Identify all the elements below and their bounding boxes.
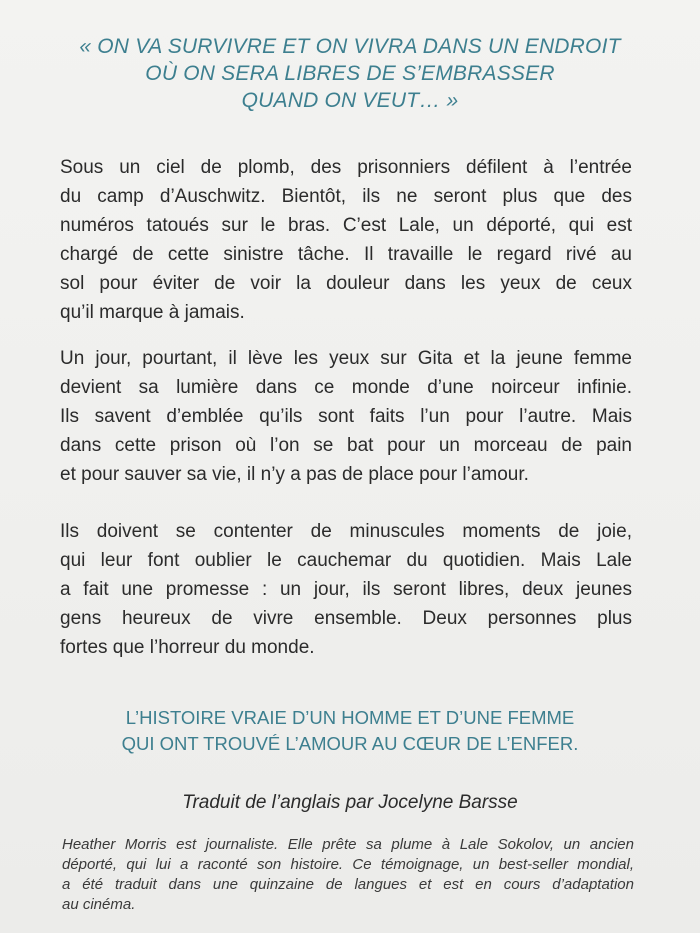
paragraph-line: gens heureux de vivre ensemble. Deux personnes plus xyxy=(60,608,632,629)
paragraph-line: numéros tatoués sur le bras. C’est Lale, un déporté, qui est xyxy=(60,215,632,236)
paragraph-line: Sous un ciel de plomb, des prisonniers défilent à l’entrée xyxy=(60,157,632,178)
bio-line: a été traduit dans une quinzaine de langues et est en cours d’adaptation xyxy=(62,876,634,893)
paragraph-line: du camp d’Auschwitz. Bientôt, ils ne seront plus que des xyxy=(60,186,632,207)
paragraph-line: devient sa lumière dans ce monde d’une noirceur infinie. xyxy=(60,377,632,398)
paragraph-line: fortes que l’horreur du monde. xyxy=(60,637,315,658)
opening-quote xyxy=(40,33,660,114)
author-bio xyxy=(62,835,634,915)
quote-line: QUAND ON VEUT… » xyxy=(241,89,459,112)
paragraph-line: et pour sauver sa vie, il n’y a pas de place pour l’amour. xyxy=(60,464,529,485)
paragraph-line: chargé de cette sinistre tâche. Il travaille le regard rivé au xyxy=(60,244,632,265)
paragraph-line: Un jour, pourtant, il lève les yeux sur Gita et la jeune femme xyxy=(60,348,632,369)
paragraph-line: Ils savent d’emblée qu’ils sont faits l’un pour l’autre. Mais xyxy=(60,406,632,427)
paragraph-line: Ils doivent se contenter de minuscules moments de joie, xyxy=(60,521,632,542)
synopsis-paragraph-2 xyxy=(60,344,632,489)
bio-line: déporté, qui lui a raconté son histoire. Ce témoignage, un best-seller mondial, xyxy=(62,856,634,873)
paragraph-line: qui leur font oublier le cauchemar du quotidien. Mais Lale xyxy=(60,550,632,571)
paragraph-line: qu’il marque à jamais. xyxy=(60,302,245,323)
synopsis-paragraph-1 xyxy=(60,153,632,327)
translator-credit: Traduit de l’anglais par Jocelyne Barsse xyxy=(182,792,518,813)
synopsis-paragraph-3 xyxy=(60,517,632,662)
paragraph-line: a fait une promesse : un jour, ils seront libres, deux jeunes xyxy=(60,579,632,600)
tagline-line: QUI ONT TROUVÉ L’AMOUR AU CŒUR DE L’ENFER. xyxy=(121,733,579,754)
paragraph-line: dans cette prison où l’on se bat pour un morceau de pain xyxy=(60,435,632,456)
quote-line: OÙ ON SERA LIBRES DE S’EMBRASSER xyxy=(145,62,555,85)
tagline-line: L’HISTOIRE VRAIE D’UN HOMME ET D’UNE FEMME xyxy=(125,707,575,728)
bio-line: Heather Morris est journaliste. Elle prête sa plume à Lale Sokolov, un ancien xyxy=(62,836,634,853)
bio-line: au cinéma. xyxy=(62,896,136,913)
quote-line: « ON VA SURVIVRE ET ON VIVRA DANS UN ENDROIT xyxy=(79,35,621,58)
paragraph-line: sol pour éviter de voir la douleur dans les yeux de ceux xyxy=(60,273,632,294)
tagline xyxy=(60,705,640,757)
